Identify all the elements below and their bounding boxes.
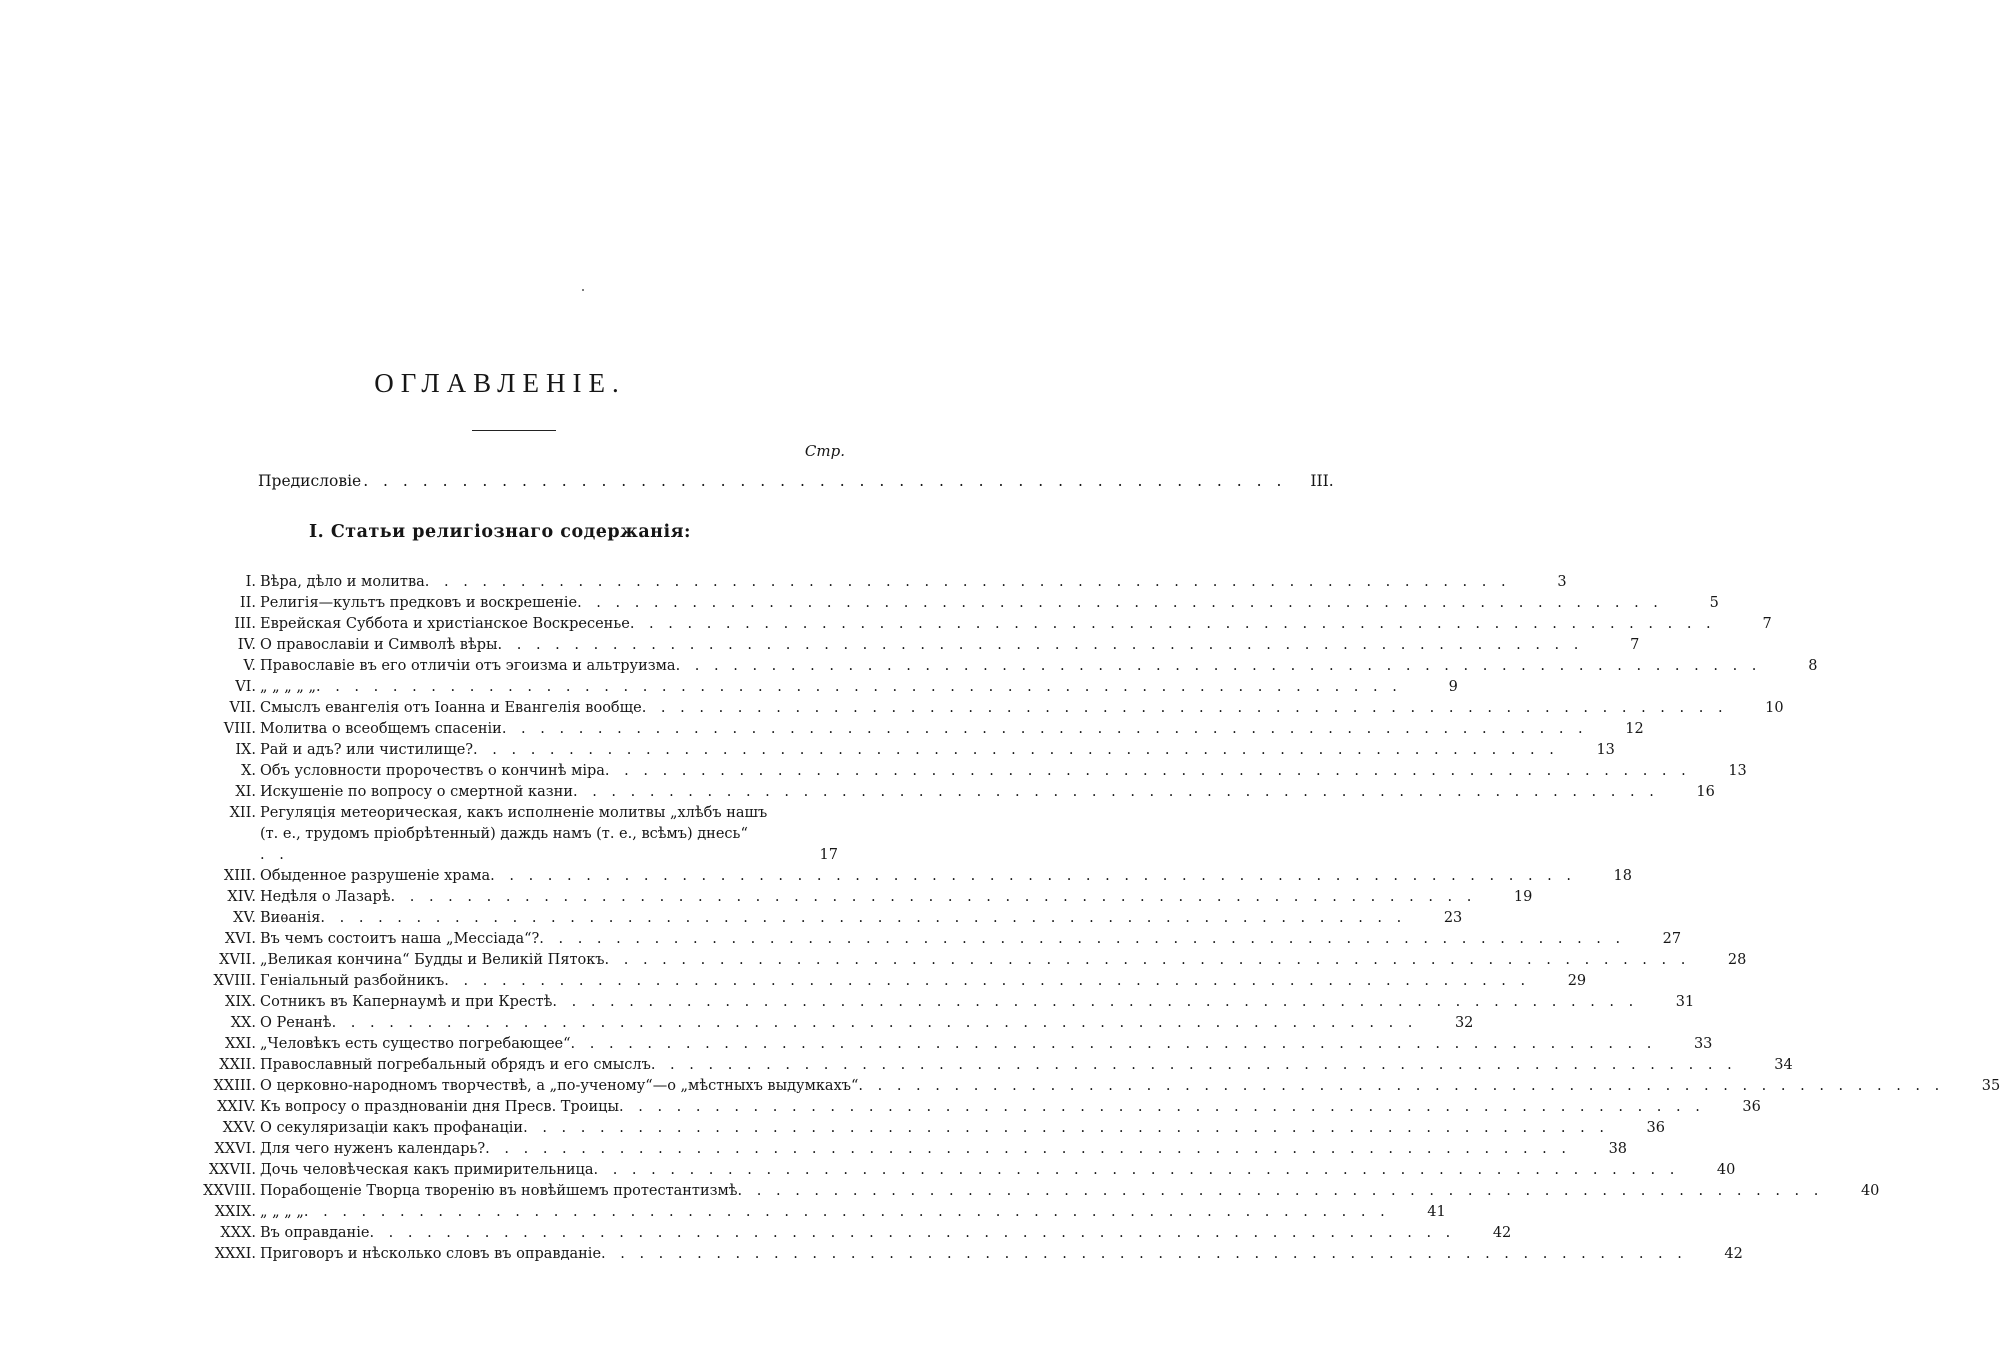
toc-title xyxy=(260,1055,1751,1076)
toc-row xyxy=(180,1034,1713,1055)
toc-page-number: 3 xyxy=(1557,574,1567,590)
toc-number: XX. xyxy=(230,1015,256,1031)
toc-title xyxy=(260,803,796,866)
toc-row xyxy=(180,1097,1761,1118)
toc-title xyxy=(260,908,1420,929)
toc-row xyxy=(180,1055,1793,1076)
toc-title xyxy=(260,1118,1623,1139)
toc-page-number: 32 xyxy=(1454,1015,1474,1031)
toc-title xyxy=(260,614,1730,635)
toc-row xyxy=(180,635,1640,656)
toc-dot-leader: . . . . . . . . . . . . . . . . . . . . . . . . . . . . . . . . . . . . . . . . . . . . . . . . . . . . . . . . . xyxy=(390,889,1477,905)
toc-dot-leader: . . . . . . . . . . . . . . . . . . . . . . . . . . . . . . . . . . . . . . . . . . . . . . . . . . . . . . . . . xyxy=(572,784,1659,800)
toc-page-number: 9 xyxy=(1448,679,1458,695)
toc-dot-leader: . . . . . . . . . . . . . . . . . . . . . . . . . . . . . . . . . . . . . . . . . . . . . . . . . . . . . . . . . xyxy=(316,679,1402,695)
toc-row xyxy=(180,971,1587,992)
toc-page-number: 13 xyxy=(1596,742,1615,758)
toc-row xyxy=(180,1013,1474,1034)
toc-number: I. xyxy=(245,574,256,590)
toc-number: VII. xyxy=(229,700,256,716)
toc-number: XVIII. xyxy=(213,973,256,989)
toc-number: XXIX. xyxy=(214,1204,256,1220)
toc-dot-leader: . . xyxy=(260,847,289,863)
toc-title xyxy=(260,950,1704,971)
toc-title-text: Порабощеніе Творца творенію въ новѣйшемъ протестантизмѣ xyxy=(260,1183,738,1199)
toc-title-text: Сотникъ въ Капернаумѣ и при Крестѣ xyxy=(260,994,553,1010)
toc-number: XXV. xyxy=(222,1120,256,1136)
toc-row xyxy=(180,929,1682,950)
toc-page-number: 27 xyxy=(1662,931,1682,947)
toc-number: X. xyxy=(241,763,256,779)
toc-dot-leader: . . . . . . . . . . . . . . . . . . . . . . . . . . . . . . . . . . . . . . . . . . . . . . . . . . . . . . . . . xyxy=(523,1120,1609,1136)
toc-number: IX. xyxy=(235,742,256,758)
toc-page-number: 16 xyxy=(1696,784,1715,800)
toc-number: XXX. xyxy=(220,1225,256,1241)
toc-title xyxy=(260,1013,1431,1034)
page-title: ОГЛАВЛЕНІЕ. xyxy=(374,368,626,398)
preface-label: Предисловіе xyxy=(258,472,362,490)
toc-title-text: „ „ „ „ „ xyxy=(260,679,316,695)
toc-title-text: Вѣра, дѣло и молитва xyxy=(260,574,425,590)
toc-dot-leader: . . . . . . . . . . . . . . . . . . . . . . . . . . . . . . . . . . . . . . . . . . . . . . . . . . . . . . . . . xyxy=(331,1015,1418,1031)
table-of-contents xyxy=(180,572,2001,1265)
toc-title-text: О Ренанѣ xyxy=(260,1015,332,1031)
toc-number: III. xyxy=(234,616,256,632)
toc-title-text: Обыденное разрушеніе храма xyxy=(260,868,491,884)
toc-dot-leader: . . . . . . . . . . . . . . . . . . . . . . . . . . . . . . . . . . . . . . . . . . . . . . . . . . . . . . . . . xyxy=(490,868,1576,884)
toc-row xyxy=(180,572,1567,593)
toc-dot-leader: . . . . . . . . . . . . . . . . . . . . . . . . . . . . . . . . . . . . . . . . . . . . . . . . . . . . . . . . . xyxy=(497,637,1584,653)
toc-title-text: О православіи и Символѣ вѣры xyxy=(260,637,498,653)
toc-title xyxy=(260,635,1597,656)
toc-row xyxy=(180,1181,1880,1202)
toc-row xyxy=(180,1076,2001,1097)
toc-title-text: Молитва о всеобщемъ спасеніи xyxy=(260,721,502,737)
toc-number: XIII. xyxy=(223,868,256,884)
toc-number: XXXI. xyxy=(214,1246,256,1262)
toc-page-number: 42 xyxy=(1724,1246,1743,1262)
toc-number: II. xyxy=(239,595,256,611)
toc-page-number: 38 xyxy=(1608,1141,1628,1157)
toc-row xyxy=(180,1160,1736,1181)
toc-title xyxy=(260,1097,1719,1118)
toc-title-text: Регуляція метеорическая, какъ исполненіе молитвы „хлѣбъ нашъ (т. е., трудомъ пріобрѣтенный) даждь намъ (т. е., всѣмъ) днесь“ xyxy=(260,805,768,842)
toc-title-text: Искушеніе по вопросу о смертной казни xyxy=(260,784,573,800)
toc-page-number: 13 xyxy=(1728,763,1747,779)
toc-row xyxy=(180,656,1818,677)
toc-page-number: 12 xyxy=(1625,721,1644,737)
toc-dot-leader: . . . . . . . . . . . . . . . . . . . . . . . . . . . . . . . . . . . . . . . . . . . . . . . . . . . . . . . . . xyxy=(601,1246,1687,1262)
title-rule xyxy=(472,430,556,431)
toc-dot-leader: . . . . . . . . . . . . . . . . . . . . . . . . . . . . . . . . . . . . . . . . . . . . . . . . . . . . . . . . . xyxy=(552,994,1639,1010)
section-heading: I. Статьи религіознаго содержанія: xyxy=(308,522,692,542)
toc-title-text: Къ вопросу о празднованіи дня Пресв. Троицы xyxy=(260,1099,620,1115)
toc-title-text: Религія—культъ предковъ и воскрешеніе xyxy=(260,595,578,611)
print-speck xyxy=(582,289,584,291)
toc-number: XXIV. xyxy=(217,1099,256,1115)
toc-title xyxy=(260,1202,1404,1223)
toc-number: XXIII. xyxy=(213,1078,256,1094)
toc-row xyxy=(180,887,1533,908)
toc-title xyxy=(260,1223,1469,1244)
toc-title-text: „Великая кончина“ Будды и Великій Пятокъ xyxy=(260,952,605,968)
toc-row xyxy=(180,992,1695,1013)
toc-title xyxy=(260,572,1525,593)
toc-row xyxy=(180,761,1747,782)
toc-title-text: Геніальный разбойникъ xyxy=(260,973,445,989)
toc-row xyxy=(180,1118,1665,1139)
toc-title-text: Недѣля о Лазарѣ xyxy=(260,889,391,905)
toc-dot-leader: . . . . . . . . . . . . . . . . . . . . . . . . . . . . . . . . . . . . . . . . . . . . . . . . . . . . . . . . . xyxy=(501,721,1588,737)
toc-number: XXVIII. xyxy=(203,1183,256,1199)
toc-number: V. xyxy=(243,658,256,674)
toc-title xyxy=(260,698,1742,719)
toc-title xyxy=(260,656,1775,677)
toc-number: XXII. xyxy=(219,1057,256,1073)
toc-page-number: 7 xyxy=(1762,616,1772,632)
toc-title-text: Православіе въ его отличіи отъ эгоизма и альтруизма xyxy=(260,658,676,674)
toc-dot-leader: . . . . . . . . . . . . . . . . . . . . . . . . . . . . . . . . . . . . . . . . . . . . . . . . . . . . . . . . . xyxy=(619,1099,1705,1115)
toc-page-number: 41 xyxy=(1427,1204,1446,1220)
preface-page: III. xyxy=(1310,472,1334,490)
toc-dot-leader: . . . . . . . . . . . . . . . . . . . . . . . . . . . . . . . . . . . . . . . . . . . . . . . . . . . . . . . . . xyxy=(473,742,1559,758)
toc-title-text: Рай и адъ? или чистилище? xyxy=(260,742,474,758)
toc-number: VIII. xyxy=(223,721,256,737)
toc-dot-leader: . . . . . . . . . . . . . . . . . . . . . . . . . . . . . . . . . . . . . . . . . . . . . . . . . . . . . . . . . xyxy=(858,1078,1945,1094)
toc-page-number: 42 xyxy=(1492,1225,1512,1241)
toc-page-number: 33 xyxy=(1693,1036,1713,1052)
toc-row xyxy=(180,908,1463,929)
toc-title xyxy=(260,719,1602,740)
toc-title-text: „Человѣкъ есть существо погребающее“ xyxy=(260,1036,571,1052)
toc-page-number: 7 xyxy=(1630,637,1640,653)
toc-row xyxy=(180,740,1615,761)
toc-title-text: Въ оправданіе xyxy=(260,1225,370,1241)
toc-title xyxy=(260,929,1639,950)
toc-dot-leader: . . . . . . . . . . . . . . . . . . . . . . . . . . . . . . . . . . . . . . . . . . . . . . . . . . . . . . . . . xyxy=(641,700,1728,716)
toc-row xyxy=(180,1244,1743,1265)
page-column-header: Стр. xyxy=(804,442,845,460)
toc-row xyxy=(180,698,1784,719)
toc-title-text: Для чего нуженъ календарь? xyxy=(260,1141,486,1157)
toc-title xyxy=(260,971,1544,992)
toc-dot-leader: . . . . . . . . . . . . . . . . . . . . . . . . . . . . . . . . . . . . . . . . . . . . . . . . . . . . . . . . . xyxy=(604,763,1691,779)
toc-title xyxy=(260,1160,1693,1181)
toc-number: XVI. xyxy=(224,931,256,947)
toc-title xyxy=(260,740,1573,761)
toc-title xyxy=(260,1181,1837,1202)
toc-page-number: 36 xyxy=(1646,1120,1665,1136)
toc-title xyxy=(260,1244,1701,1265)
toc-title-text: О церковно-народномъ творчествѣ, а „по-ученому“—о „мѣстныхъ выдумкахъ“ xyxy=(260,1078,859,1094)
toc-page-number: 28 xyxy=(1727,952,1747,968)
toc-title-text: Виѳанія xyxy=(260,910,321,926)
toc-row xyxy=(180,593,1719,614)
toc-number: IV. xyxy=(237,637,256,653)
toc-title xyxy=(260,677,1416,698)
toc-dot-leader: . . . . . . . . . . . . . . . . . . . . . . . . . . . . . . . . . . . . . . . . . . . . . . . . . . . . . . . . . xyxy=(577,595,1663,611)
toc-dot-leader: . . . . . . . . . . . . . . . . . . . . . . . . . . . . . . . . . . . . . . . . . . . . . . . . . . . . . . . . . xyxy=(303,1204,1390,1220)
toc-row xyxy=(180,677,1458,698)
toc-title-text: Еврейская Суббота и христіанское Воскресенье xyxy=(260,616,630,632)
toc-title-text: О секуляризаціи какъ профанаціи xyxy=(260,1120,524,1136)
toc-row xyxy=(180,1202,1446,1223)
toc-number: XVII. xyxy=(219,952,256,968)
toc-number: XIX. xyxy=(225,994,256,1010)
toc-title xyxy=(260,761,1705,782)
toc-row xyxy=(180,719,1644,740)
toc-page-number: 34 xyxy=(1774,1057,1793,1073)
toc-number: XXVI. xyxy=(214,1141,256,1157)
toc-dot-leader: . . . . . . . . . . . . . . . . . . . . . . . . . . . . . . . . . . . . . . . . . . . . . . . . . . . . . . . . . xyxy=(650,1057,1737,1073)
toc-title-text: „ „ „ „ xyxy=(260,1204,304,1220)
toc-title xyxy=(260,887,1490,908)
preface-entry xyxy=(258,472,1334,498)
toc-title xyxy=(260,866,1590,887)
toc-title-text: Православный погребальный обрядъ и его смыслъ xyxy=(260,1057,651,1073)
toc-row xyxy=(180,866,1632,887)
toc-row xyxy=(180,1139,1628,1160)
toc-number: XV. xyxy=(233,910,256,926)
toc-number: VI. xyxy=(235,679,256,695)
toc-title-text: Дочь человѣческая какъ примирительница xyxy=(260,1162,594,1178)
toc-page-number: 17 xyxy=(819,847,838,863)
toc-page-number: 36 xyxy=(1742,1099,1761,1115)
toc-dot-leader: . . . . . . . . . . . . . . . . . . . . . . . . . . . . . . . . . . . . . . . . . . . . . . . . . . . . . . . . . xyxy=(675,658,1762,674)
toc-dot-leader: . . . . . . . . . . . . . . . . . . . . . . . . . . . . . . . . . . . . . . . . . . . . . . . . . . . . . . . . . xyxy=(485,1141,1572,1157)
toc-title-text: Смыслъ евангелія отъ Іоанна и Евангелія вообще xyxy=(260,700,642,716)
toc-title xyxy=(260,992,1652,1013)
toc-page-number: 19 xyxy=(1513,889,1533,905)
toc-row xyxy=(180,614,1772,635)
toc-dot-leader: . . . . . . . . . . . . . . . . . . . . . . . . . . . . . . . . . . . . . . . . . . . . . . . . . . . . . . . . . xyxy=(320,910,1407,926)
toc-title xyxy=(260,593,1677,614)
toc-page-number: 40 xyxy=(1716,1162,1736,1178)
toc-dot-leader: . . . . . . . . . . . . . . . . . . . . . . . . . . . . . . . . . . . . . . . . . . . . . . . . . . . . . . . . . xyxy=(570,1036,1657,1052)
toc-page-number: 29 xyxy=(1567,973,1587,989)
toc-page-number: 23 xyxy=(1443,910,1463,926)
toc-page-number: 31 xyxy=(1675,994,1695,1010)
toc-title xyxy=(260,1034,1670,1055)
toc-dot-leader: . . . . . . . . . . . . . . . . . . . . . . . . . . . . . . . . . . . . . . . . . . . . . . . . . . . . . . . . . xyxy=(424,574,1511,590)
toc-dot-leader: . . . . . . . . . . . . . . . . . . . . . . . . . . . . . . . . . . . . . . . . . . . . . . . . . . . . . . . . . xyxy=(539,931,1626,947)
toc-page-number: 5 xyxy=(1709,595,1719,611)
toc-title-text: Объ условности пророчествъ о кончинѣ міра xyxy=(260,763,605,779)
toc-number: XXI. xyxy=(225,1036,256,1052)
toc-title-text: Въ чемъ состоитъ наша „Мессіада“? xyxy=(260,931,540,947)
toc-page-number: 8 xyxy=(1808,658,1818,674)
toc-page-number: 18 xyxy=(1613,868,1632,884)
toc-dot-leader: . . . . . . . . . . . . . . . . . . . . . . . . . . . . . . . . . . . . . . . . . . . . . . . . . . . . . . . . . xyxy=(737,1183,1824,1199)
toc-row xyxy=(180,803,840,866)
toc-dot-leader: . . . . . . . . . . . . . . . . . . . . . . . . . . . . . . . . . . . . . . . . . . . . . . . . . . . . . . . . . xyxy=(593,1162,1680,1178)
toc-number: XI. xyxy=(235,784,256,800)
toc-dot-leader: . . . . . . . . . . . . . . . . . . . . . . . . . . . . . . . . . . . . . . . . . . . . . . . . . . . . . . . . . xyxy=(629,616,1716,632)
toc-row xyxy=(180,1223,1512,1244)
toc-page-number: 40 xyxy=(1860,1183,1880,1199)
toc-dot-leader: . . . . . . . . . . . . . . . . . . . . . . . . . . . . . . . . . . . . . . . . . . . . . . . . . . . . . . . . . xyxy=(369,1225,1456,1241)
preface-dot-leader: . . . . . . . . . . . . . . . . . . . . . . . . . . . . . . . . . . . . . . . . . . . . . . . xyxy=(363,472,1287,490)
toc-row xyxy=(180,950,1747,971)
toc-page-number: 10 xyxy=(1765,700,1784,716)
toc-title xyxy=(260,1076,1958,1097)
toc-number: XXVII. xyxy=(208,1162,256,1178)
toc-dot-leader: . . . . . . . . . . . . . . . . . . . . . . . . . . . . . . . . . . . . . . . . . . . . . . . . . . . . . . . . . xyxy=(604,952,1691,968)
toc-title-text: Приговоръ и нѣсколько словъ въ оправданіе xyxy=(260,1246,602,1262)
toc-number: XII. xyxy=(229,805,256,821)
toc-page-number: 35 xyxy=(1981,1078,2001,1094)
toc-row xyxy=(180,782,1715,803)
toc-title xyxy=(260,1139,1585,1160)
toc-number: XIV. xyxy=(227,889,256,905)
toc-title xyxy=(260,782,1673,803)
toc-dot-leader: . . . . . . . . . . . . . . . . . . . . . . . . . . . . . . . . . . . . . . . . . . . . . . . . . . . . . . . . . xyxy=(444,973,1531,989)
